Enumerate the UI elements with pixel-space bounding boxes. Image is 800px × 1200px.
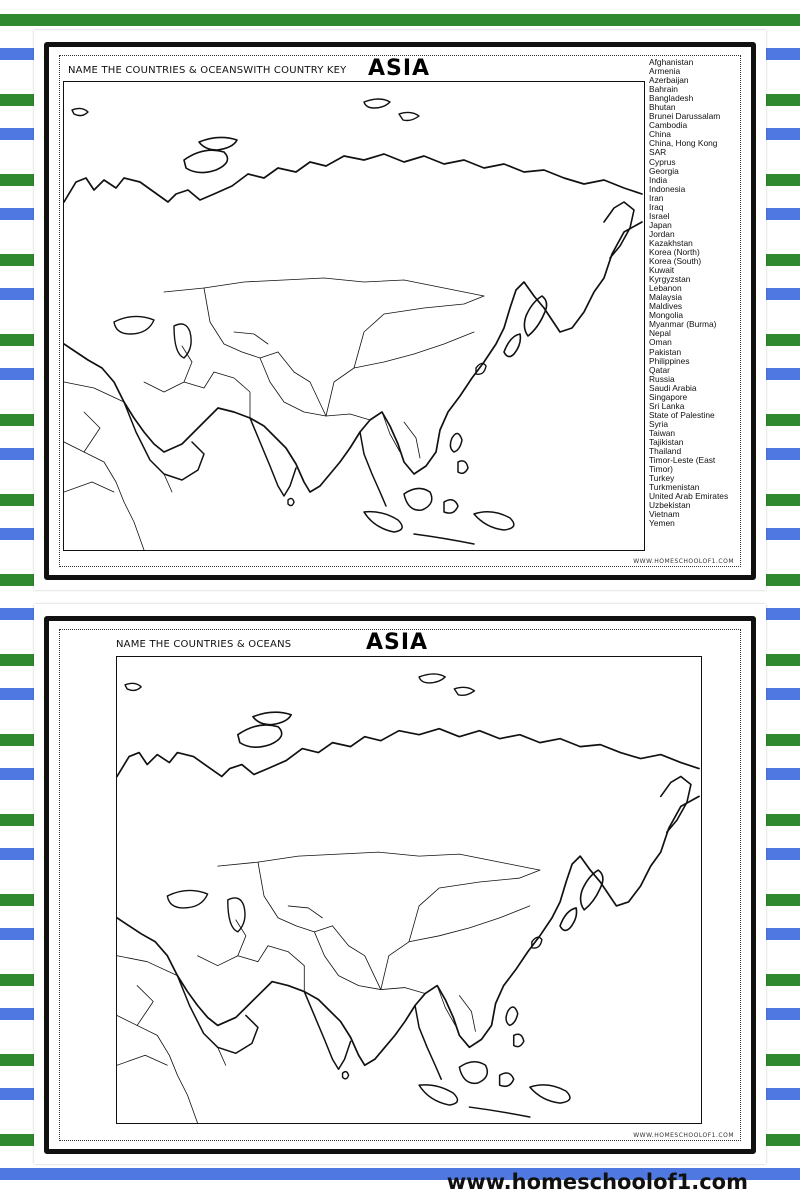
country-key-item: Bhutan bbox=[649, 102, 676, 113]
country-key-item: Myanmar (Burma) bbox=[649, 319, 717, 330]
country-key-item: Israel bbox=[649, 210, 670, 221]
country-key-item: Maldives bbox=[649, 301, 683, 312]
country-key-item: Pakistan bbox=[649, 346, 682, 357]
country-key-item: Nepal bbox=[649, 328, 671, 339]
country-key-item: India bbox=[649, 174, 668, 185]
country-key-item: Bangladesh bbox=[649, 93, 694, 104]
country-key-item: Azerbaijan bbox=[649, 75, 689, 86]
country-key-item: Sri Lanka bbox=[649, 400, 685, 411]
country-key-item: Syria bbox=[649, 418, 669, 429]
country-key-item: China bbox=[649, 129, 671, 140]
worksheet-footer: WWW.HOMESCHOOLOF1.COM bbox=[633, 558, 734, 565]
country-key-item: Taiwan bbox=[649, 427, 676, 438]
country-key-item: Cyprus bbox=[649, 156, 676, 167]
country-key-item: United Arab Emirates bbox=[649, 491, 729, 502]
country-key-item: Philippines bbox=[649, 355, 690, 366]
country-key-list bbox=[649, 58, 728, 528]
country-key-item: Turkey bbox=[649, 473, 675, 484]
country-key-item: Vietnam bbox=[649, 509, 680, 520]
country-key-item: Singapore bbox=[649, 391, 688, 402]
country-key-item: Uzbekistan bbox=[649, 500, 691, 511]
country-key-item: Saudi Arabia bbox=[649, 382, 697, 393]
country-key-item: Cambodia bbox=[649, 120, 688, 131]
country-key-item: Thailand bbox=[649, 446, 682, 457]
country-key-item: Mongolia bbox=[649, 310, 683, 321]
country-key-item: Kazakhstan bbox=[649, 237, 693, 248]
worksheet-title: ASIA bbox=[366, 630, 429, 655]
country-key-item: Yemen bbox=[649, 518, 675, 529]
worksheet-blank bbox=[34, 604, 766, 1164]
country-key-item: Georgia bbox=[649, 165, 679, 176]
site-url: www.homeschoolof1.com bbox=[446, 1170, 748, 1194]
asia-map bbox=[116, 656, 702, 1124]
country-key-item: Turkmenistan bbox=[649, 482, 700, 493]
worksheet-outer-frame bbox=[44, 616, 756, 1154]
worksheet-dotted-border bbox=[59, 55, 741, 567]
country-key-item: State of Palestine bbox=[649, 409, 715, 420]
country-key-item: Kuwait bbox=[649, 265, 675, 276]
country-key-item: Bahrain bbox=[649, 84, 678, 95]
country-key-item: Afghanistan bbox=[649, 57, 694, 67]
country-key-item: Jordan bbox=[649, 228, 675, 239]
country-key-item: SAR bbox=[649, 147, 667, 158]
worksheet-title: ASIA bbox=[368, 56, 431, 81]
country-key-item: Lebanon bbox=[649, 283, 682, 294]
worksheet-instruction: NAME THE COUNTRIES & OCEANS bbox=[116, 639, 292, 650]
country-key-item: Iraq bbox=[649, 201, 664, 212]
worksheet-dotted-border bbox=[59, 629, 741, 1141]
country-key-item: China, Hong Kong bbox=[649, 138, 718, 149]
worksheet-outer-frame bbox=[44, 42, 756, 580]
country-key-item: Tajikistan bbox=[649, 436, 684, 447]
asia-map bbox=[63, 81, 645, 551]
country-key-item: Timor) bbox=[649, 464, 673, 475]
country-key-item: Brunei Darussalam bbox=[649, 111, 721, 122]
asia-outline-map bbox=[117, 657, 701, 1123]
country-key-item: Timor-Leste (East bbox=[649, 455, 716, 466]
country-key-item: Korea (South) bbox=[649, 256, 702, 267]
country-key-item: Korea (North) bbox=[649, 246, 700, 257]
country-key-item: Russia bbox=[649, 373, 675, 384]
worksheet-with-key bbox=[34, 30, 766, 590]
country-key-item: Malaysia bbox=[649, 292, 683, 303]
country-key-item: Armenia bbox=[649, 66, 681, 77]
worksheet-footer: WWW.HOMESCHOOLOF1.COM bbox=[633, 1132, 734, 1139]
country-key-item: Kyrgyzstan bbox=[649, 274, 691, 285]
country-key-item: Japan bbox=[649, 219, 672, 230]
country-key-item: Iran bbox=[649, 192, 664, 203]
country-key-item: Qatar bbox=[649, 364, 670, 375]
worksheet-instruction: NAME THE COUNTRIES & OCEANSWITH COUNTRY KEY bbox=[68, 65, 347, 76]
asia-outline-map bbox=[64, 82, 644, 550]
country-key-item: Indonesia bbox=[649, 183, 686, 194]
country-key-item: Oman bbox=[649, 337, 672, 348]
